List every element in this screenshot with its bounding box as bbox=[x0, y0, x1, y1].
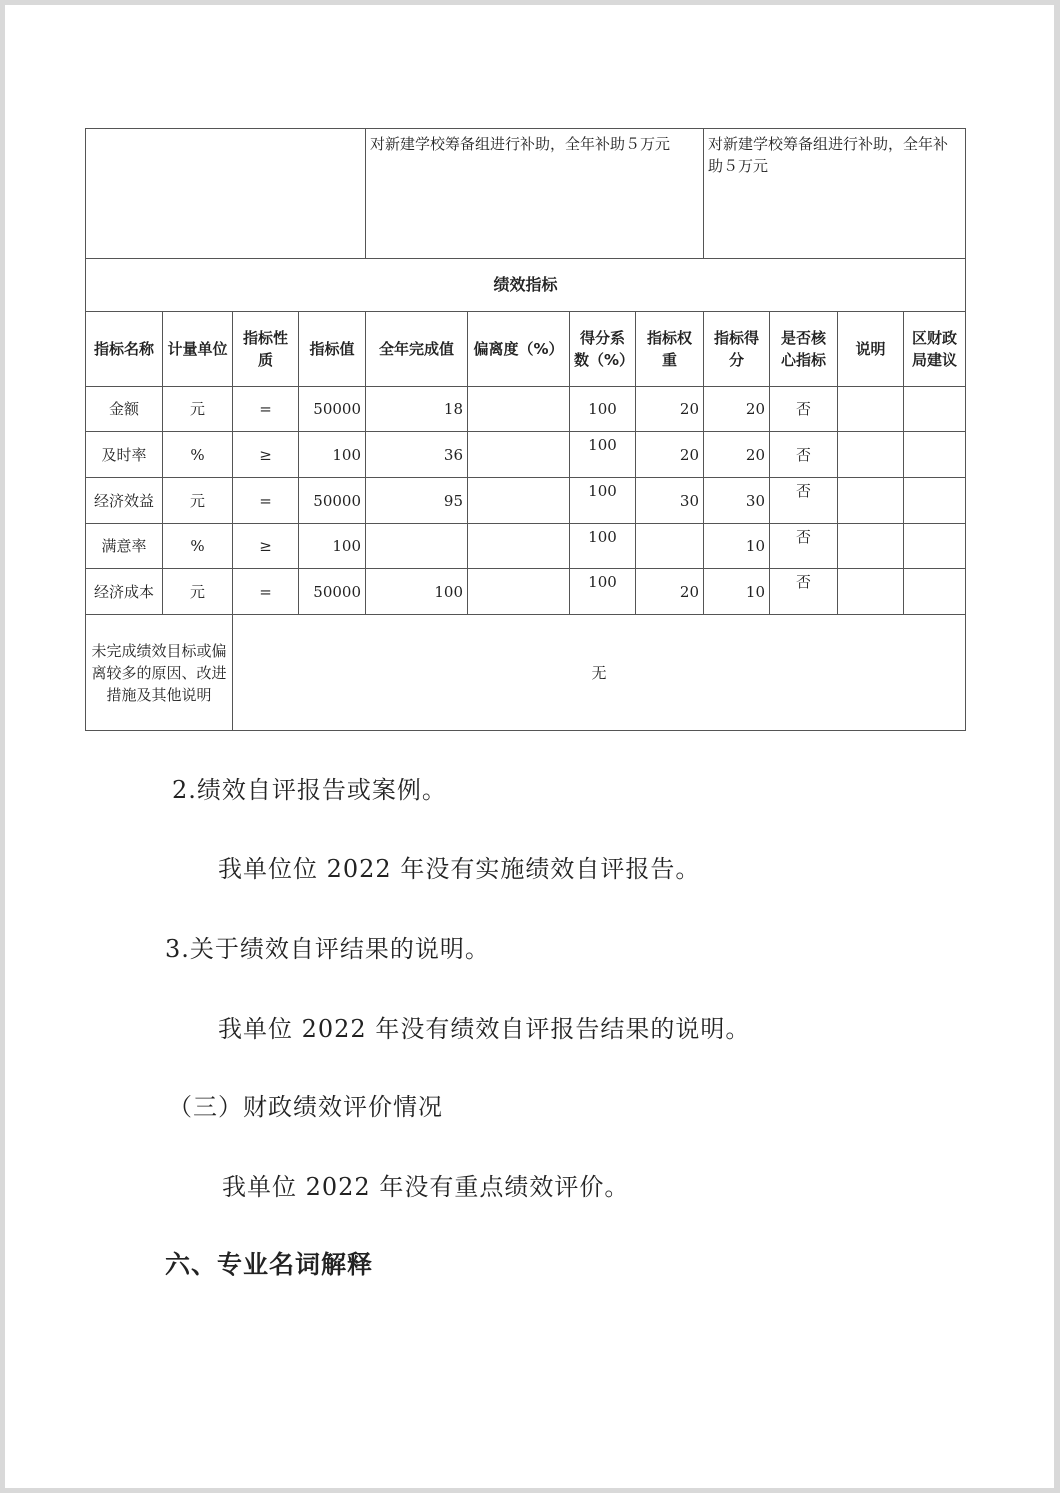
cell-value: 50000 bbox=[299, 569, 366, 615]
col-header: 得分系数（%） bbox=[570, 312, 636, 387]
cell-unit: 元 bbox=[163, 569, 233, 615]
unfinished-row bbox=[86, 615, 966, 731]
cell-value: 50000 bbox=[299, 478, 366, 524]
cell-advice bbox=[904, 387, 966, 432]
cell-name: 及时率 bbox=[86, 432, 163, 478]
col-header: 指标值 bbox=[299, 312, 366, 387]
cell-score: 10 bbox=[704, 524, 770, 569]
table-row bbox=[86, 432, 966, 478]
cell-coef: 100 bbox=[570, 478, 636, 524]
cell-advice bbox=[904, 524, 966, 569]
cell-nature: = bbox=[233, 478, 299, 524]
col-header: 区财政局建议 bbox=[904, 312, 966, 387]
cell-dev bbox=[468, 524, 570, 569]
cell-advice bbox=[904, 478, 966, 524]
cell-dev bbox=[468, 569, 570, 615]
cell-coef: 100 bbox=[570, 387, 636, 432]
cell-done: 95 bbox=[366, 478, 468, 524]
cell-weight: 20 bbox=[636, 387, 704, 432]
cell-desc bbox=[838, 387, 904, 432]
goals-row bbox=[86, 129, 966, 259]
col-header: 全年完成值 bbox=[366, 312, 468, 387]
col-header: 是否核心指标 bbox=[770, 312, 838, 387]
table-row bbox=[86, 569, 966, 615]
cell-core: 否 bbox=[770, 432, 838, 478]
col-header: 指标权重 bbox=[636, 312, 704, 387]
cell-core: 否 bbox=[770, 478, 838, 524]
cell-done: 100 bbox=[366, 569, 468, 615]
section-6-heading: 六、专业名词解释 bbox=[165, 1250, 374, 1279]
table-row bbox=[86, 524, 966, 569]
cell-score: 10 bbox=[704, 569, 770, 615]
col-header: 计量单位 bbox=[163, 312, 233, 387]
cell-score: 20 bbox=[704, 387, 770, 432]
cell-advice bbox=[904, 569, 966, 615]
cell-value: 50000 bbox=[299, 387, 366, 432]
performance-table bbox=[85, 128, 966, 731]
cell-unit: 元 bbox=[163, 478, 233, 524]
cell-name: 经济成本 bbox=[86, 569, 163, 615]
caption-row bbox=[86, 259, 966, 312]
cell-nature: = bbox=[233, 387, 299, 432]
cell-value: 100 bbox=[299, 524, 366, 569]
cell-weight: 20 bbox=[636, 569, 704, 615]
cell-advice bbox=[904, 432, 966, 478]
cell-coef: 100 bbox=[570, 569, 636, 615]
actual-goal-cell: 对新建学校筹备组进行补助，全年补助５万元 bbox=[704, 129, 966, 259]
section-3-body: 我单位 2022 年没有绩效自评报告结果的说明。 bbox=[218, 1015, 751, 1043]
cell-core: 否 bbox=[770, 524, 838, 569]
cell-desc bbox=[838, 432, 904, 478]
cell-desc bbox=[838, 478, 904, 524]
section-2-body: 我单位位 2022 年没有实施绩效自评报告。 bbox=[218, 855, 701, 883]
col-header: 指标名称 bbox=[86, 312, 163, 387]
cell-done: 36 bbox=[366, 432, 468, 478]
section-2-heading: 2.绩效自评报告或案例。 bbox=[172, 776, 447, 804]
cell-nature: ≥ bbox=[233, 524, 299, 569]
cell-nature: = bbox=[233, 569, 299, 615]
table-row bbox=[86, 387, 966, 432]
cell-score: 20 bbox=[704, 432, 770, 478]
cell-done: 18 bbox=[366, 387, 468, 432]
table-caption: 绩效指标 bbox=[86, 259, 966, 312]
cell-desc bbox=[838, 524, 904, 569]
cell-weight: 20 bbox=[636, 432, 704, 478]
col-header: 说明 bbox=[838, 312, 904, 387]
cell-dev bbox=[468, 432, 570, 478]
cell-name: 满意率 bbox=[86, 524, 163, 569]
cell-coef: 100 bbox=[570, 524, 636, 569]
cell-nature: ≥ bbox=[233, 432, 299, 478]
col-header: 指标得分 bbox=[704, 312, 770, 387]
cell-name: 金额 bbox=[86, 387, 163, 432]
cell-unit: % bbox=[163, 524, 233, 569]
cell-name: 经济效益 bbox=[86, 478, 163, 524]
section-3-heading: 3.关于绩效自评结果的说明。 bbox=[165, 935, 490, 963]
cell-coef: 100 bbox=[570, 432, 636, 478]
cell-weight bbox=[636, 524, 704, 569]
table-row bbox=[86, 478, 966, 524]
cell-done bbox=[366, 524, 468, 569]
goals-blank-cell bbox=[86, 129, 366, 259]
cell-desc bbox=[838, 569, 904, 615]
cell-core: 否 bbox=[770, 387, 838, 432]
finance-eval-body: 我单位 2022 年没有重点绩效评价。 bbox=[222, 1173, 630, 1201]
cell-weight: 30 bbox=[636, 478, 704, 524]
unfinished-value: 无 bbox=[233, 615, 966, 731]
cell-dev bbox=[468, 478, 570, 524]
unfinished-label: 未完成绩效目标或偏离较多的原因、改进措施及其他说明 bbox=[86, 615, 233, 731]
col-header: 偏离度（%） bbox=[468, 312, 570, 387]
cell-core: 否 bbox=[770, 569, 838, 615]
col-header: 指标性质 bbox=[233, 312, 299, 387]
cell-dev bbox=[468, 387, 570, 432]
finance-eval-heading: （三）财政绩效评价情况 bbox=[168, 1093, 443, 1121]
cell-score: 30 bbox=[704, 478, 770, 524]
cell-unit: 元 bbox=[163, 387, 233, 432]
header-row bbox=[86, 312, 966, 387]
cell-value: 100 bbox=[299, 432, 366, 478]
cell-unit: % bbox=[163, 432, 233, 478]
planned-goal-cell: 对新建学校筹备组进行补助，全年补助５万元 bbox=[366, 129, 704, 259]
